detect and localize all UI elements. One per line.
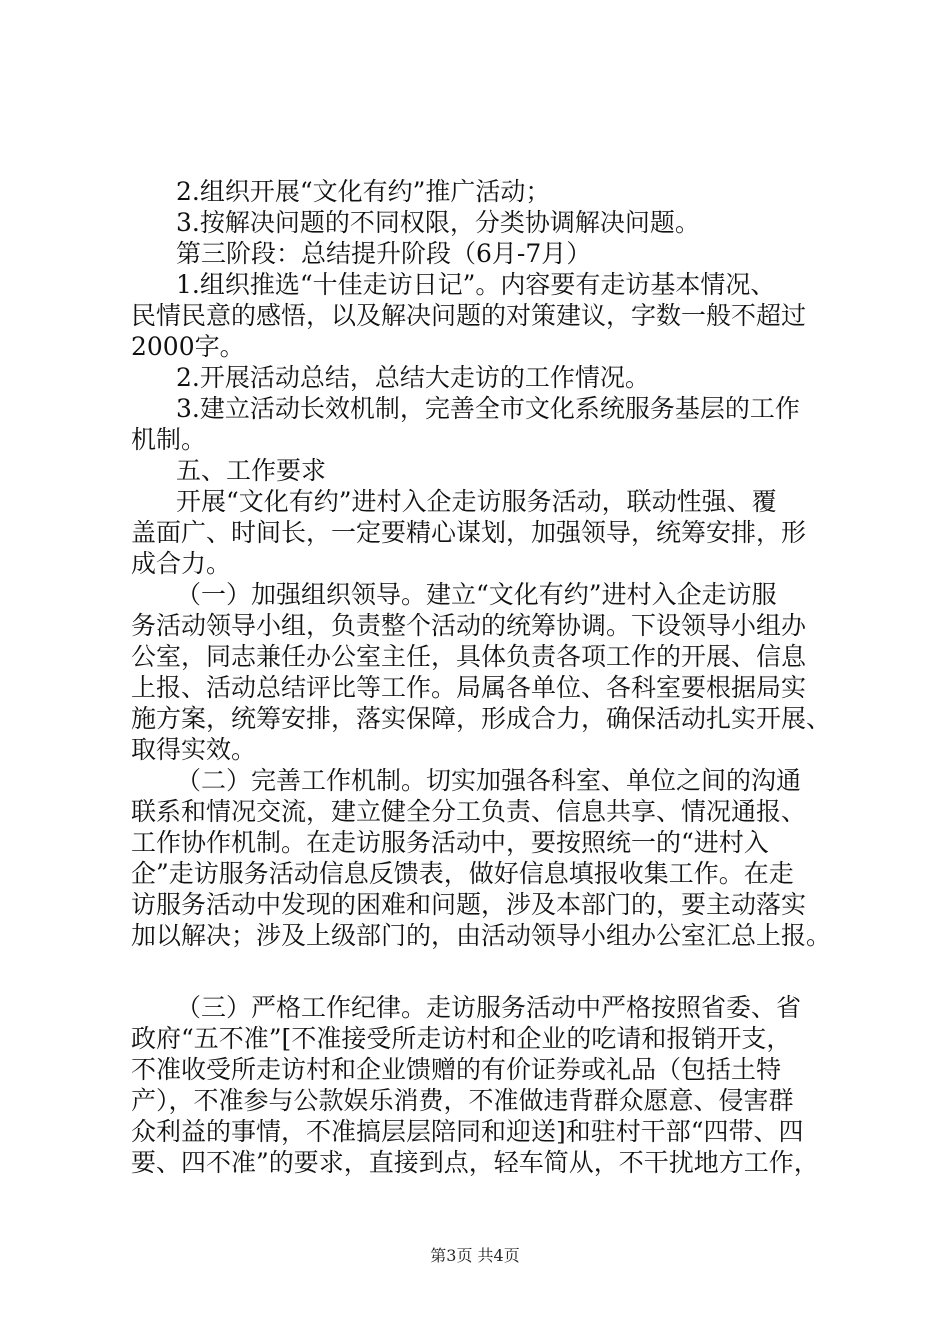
text-line: 众利益的事情，不准搞层层陪同和迎送]和驻村干部“四带、四 [131, 1117, 804, 1146]
text-line: 产），不准参与公款娱乐消费，不准做违背群众愿意、侵害群 [131, 1086, 794, 1115]
text-line: 不准收受所走访村和企业馈赠的有价证券或礼品（包括土特 [131, 1055, 782, 1084]
text-line: 机制。 [131, 425, 207, 454]
text-line: 民情民意的感悟，以及解决问题的对策建议，字数一般不超过 [131, 301, 807, 330]
text-line: 要、四不准”的要求，直接到点，轻车简从，不干扰地方工作， [131, 1148, 819, 1177]
text-line: 施方案，统筹安排，落实保障，形成合力，确保活动扎实开展、 [131, 704, 832, 733]
text-line: 3.按解决问题的不同权限，分类协调解决问题。 [176, 208, 700, 237]
text-line: （二）完善工作机制。切实加强各科室、单位之间的沟通 [176, 766, 802, 795]
text-line: （一）加强组织领导。建立“文化有约”进村入企走访服 [176, 580, 777, 609]
text-line: 盖面广、时间长，一定要精心谋划，加强领导，统筹安排，形 [131, 518, 807, 547]
text-line: 联系和情况交流，建立健全分工负责、信息共享、情况通报、 [131, 797, 807, 826]
section-heading: 第三阶段：总结提升阶段（6月-7月） [176, 239, 592, 268]
text-line: 1.组织推选“十佳走访日记”。内容要有走访基本情况、 [176, 270, 776, 299]
text-line: 上报、活动总结评比等工作。局属各单位、各科室要根据局实 [131, 673, 807, 702]
text-line: 工作协作机制。在走访服务活动中，要按照统一的“进村入 [131, 828, 769, 857]
text-line: 2000字。 [131, 332, 245, 361]
text-line: 公室，同志兼任办公室主任，具体负责各项工作的开展、信息 [131, 642, 807, 671]
text-line: 成合力。 [131, 549, 232, 578]
section-heading: 五、工作要求 [176, 456, 327, 485]
text-line: 2.组织开展“文化有约”推广活动； [176, 177, 551, 206]
text-line: 3.建立活动长效机制，完善全市文化系统服务基层的工作 [176, 394, 800, 423]
page-number-footer: 第3页 共4页 [430, 1246, 520, 1265]
text-line: 务活动领导小组，负责整个活动的统筹协调。下设领导小组办 [131, 611, 807, 640]
text-line: 访服务活动中发现的困难和问题，涉及本部门的，要主动落实 [131, 890, 807, 919]
text-line: 政府“五不准”[不准接受所走访村和企业的吃请和报销开支， [131, 1024, 792, 1053]
text-line: 加以解决；涉及上级部门的，由活动领导小组办公室汇总上报。 [131, 921, 832, 950]
text-line: 开展“文化有约”进村入企走访服务活动，联动性强、覆 [176, 487, 777, 516]
text-line: 2.开展活动总结，总结大走访的工作情况。 [176, 363, 650, 392]
text-line: （三）严格工作纪律。走访服务活动中严格按照省委、省 [176, 993, 802, 1022]
text-line: 企”走访服务活动信息反馈表，做好信息填报收集工作。在走 [131, 859, 794, 888]
text-line: 取得实效。 [131, 735, 257, 764]
